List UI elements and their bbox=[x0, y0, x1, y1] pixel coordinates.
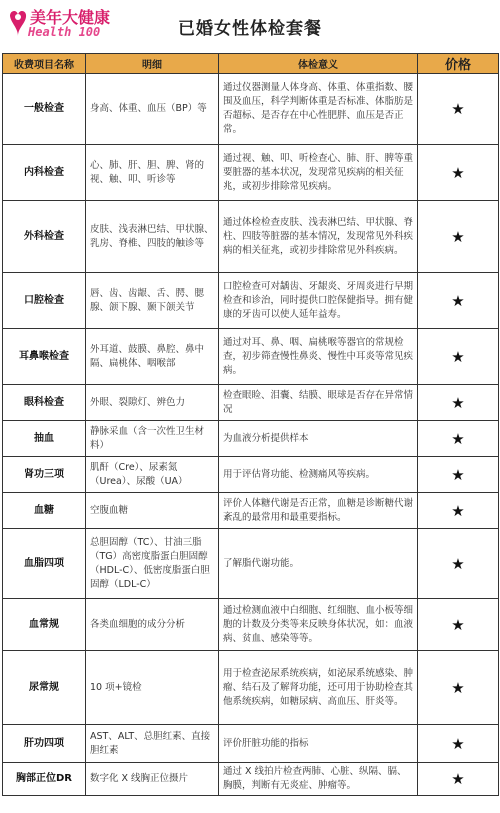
detail-cell: 唇、齿、齿龈、舌、腭、腮腺、颌下腺、颞下颌关节 bbox=[86, 273, 219, 329]
detail-cell: AST、ALT、总胆红素、直接胆红素 bbox=[86, 725, 219, 763]
header-item: 收费项目名称 bbox=[3, 54, 86, 74]
item-name-cell: 肝功四项 bbox=[3, 725, 86, 763]
table-row bbox=[3, 74, 499, 145]
table-row bbox=[3, 457, 499, 493]
meaning-cell: 通过视、触、叩、听检查心、肺、肝、脾等重要脏器的基本状况，发现常见疾病的相关征兆，或初步排除常见疾病。 bbox=[219, 145, 418, 201]
detail-cell: 肌酐（Cre）、尿素氮（Urea）、尿酸（UA） bbox=[86, 457, 219, 493]
price-star-cell: ★ bbox=[418, 145, 499, 201]
detail-cell: 总胆固醇（TC）、甘油三脂（TG）高密度脂蛋白胆固醇（HDL-C）、低密度脂蛋白胆固醇（LDL-C） bbox=[86, 529, 219, 599]
price-star-cell: ★ bbox=[418, 329, 499, 385]
logo-text-en: Health 100 bbox=[28, 25, 101, 39]
item-name-cell: 耳鼻喉检查 bbox=[3, 329, 86, 385]
detail-cell: 10 项+镜检 bbox=[86, 651, 219, 725]
detail-cell: 外耳道、鼓膜、鼻腔、鼻中隔、扁桃体、咽喉部 bbox=[86, 329, 219, 385]
meaning-cell: 口腔检查可对龋齿、牙龈炎、牙周炎进行早期检查和诊治，同时提供口腔保健指导。拥有健康的牙齿可以使人延年益寿。 bbox=[219, 273, 418, 329]
item-name-cell: 血糖 bbox=[3, 493, 86, 529]
detail-cell: 身高、体重、血压（BP）等 bbox=[86, 74, 219, 145]
table-row bbox=[3, 273, 499, 329]
header-meaning: 体检意义 bbox=[219, 54, 418, 74]
item-name-cell: 血常规 bbox=[3, 599, 86, 651]
price-star-cell: ★ bbox=[418, 763, 499, 796]
table-header-row bbox=[3, 54, 499, 74]
detail-cell: 心、肺、肝、胆、脾、肾的视、触、叩、听诊等 bbox=[86, 145, 219, 201]
detail-cell: 静脉采血（含一次性卫生材料） bbox=[86, 421, 219, 457]
meaning-cell: 通过对耳、鼻、咽、扁桃喉等器官的常规检查，初步筛查慢性鼻炎、慢性中耳炎等常见疾病。 bbox=[219, 329, 418, 385]
table-row bbox=[3, 725, 499, 763]
detail-cell: 各类血细胞的成分分析 bbox=[86, 599, 219, 651]
price-star-cell: ★ bbox=[418, 493, 499, 529]
meaning-cell: 用于检查泌尿系统疾病，如泌尿系统感染、肿瘤、结石及了解肾功能，还可用于协助检查其他系统疾病，如糖尿病、高血压、肝炎等。 bbox=[219, 651, 418, 725]
item-name-cell: 外科检查 bbox=[3, 201, 86, 273]
meaning-cell: 通过仪器测量人体身高、体重、体重指数、腰围及血压，科学判断体重是否标准、体脂肪是否超标、是否存在中心性肥胖、血压是否正常。 bbox=[219, 74, 418, 145]
page-header bbox=[0, 0, 500, 52]
price-star-cell: ★ bbox=[418, 529, 499, 599]
table-row bbox=[3, 421, 499, 457]
price-star-cell: ★ bbox=[418, 725, 499, 763]
table-row bbox=[3, 145, 499, 201]
item-name-cell: 抽血 bbox=[3, 421, 86, 457]
item-name-cell: 一般检查 bbox=[3, 74, 86, 145]
checkup-table bbox=[2, 53, 499, 796]
table-row bbox=[3, 763, 499, 796]
meaning-cell: 了解脂代谢功能。 bbox=[219, 529, 418, 599]
meaning-cell: 用于评估肾功能、检测痛风等疾病。 bbox=[219, 457, 418, 493]
table-row bbox=[3, 529, 499, 599]
header-detail: 明细 bbox=[86, 54, 219, 74]
detail-cell: 数字化 X 线胸正位摄片 bbox=[86, 763, 219, 796]
meaning-cell: 检查眼睑、泪囊、结膜、眼球是否存在异常情况 bbox=[219, 385, 418, 421]
detail-cell: 空腹血糖 bbox=[86, 493, 219, 529]
logo-text-cn: 美年大健康 bbox=[30, 8, 111, 27]
table-row bbox=[3, 493, 499, 529]
item-name-cell: 胸部正位DR bbox=[3, 763, 86, 796]
price-star-cell: ★ bbox=[418, 74, 499, 145]
price-star-cell: ★ bbox=[418, 273, 499, 329]
page-title: 已婚女性体检套餐 bbox=[178, 19, 322, 39]
item-name-cell: 尿常规 bbox=[3, 651, 86, 725]
item-name-cell: 肾功三项 bbox=[3, 457, 86, 493]
header-price: 价格 bbox=[418, 54, 499, 74]
table-row bbox=[3, 599, 499, 651]
item-name-cell: 内科检查 bbox=[3, 145, 86, 201]
table-row bbox=[3, 329, 499, 385]
meaning-cell: 为血液分析提供样本 bbox=[219, 421, 418, 457]
table-row bbox=[3, 651, 499, 725]
price-star-cell: ★ bbox=[418, 201, 499, 273]
meaning-cell: 通过 X 线拍片检查两肺、心脏、纵隔、膈、胸膜，判断有无炎症、肿瘤等。 bbox=[219, 763, 418, 796]
item-name-cell: 口腔检查 bbox=[3, 273, 86, 329]
table-row bbox=[3, 385, 499, 421]
price-star-cell: ★ bbox=[418, 599, 499, 651]
meaning-cell: 通过体检检查皮肤、浅表淋巴结、甲状腺、脊柱、四肢等脏器的基本情况，发现常见外科疾病的相关征兆，或初步排除常见外科疾病。 bbox=[219, 201, 418, 273]
price-star-cell: ★ bbox=[418, 651, 499, 725]
meaning-cell: 评价肝脏功能的指标 bbox=[219, 725, 418, 763]
price-star-cell: ★ bbox=[418, 385, 499, 421]
meaning-cell: 通过检测血液中白细胞、红细胞、血小板等细胞的计数及分类等来反映身体状况，如：血液病、贫血、感染等等。 bbox=[219, 599, 418, 651]
item-name-cell: 眼科检查 bbox=[3, 385, 86, 421]
price-star-cell: ★ bbox=[418, 421, 499, 457]
detail-cell: 皮肤、浅表淋巴结、甲状腺、乳房、脊椎、四肢的触诊等 bbox=[86, 201, 219, 273]
table-row bbox=[3, 201, 499, 273]
item-name-cell: 血脂四项 bbox=[3, 529, 86, 599]
detail-cell: 外眼、裂隙灯、辨色力 bbox=[86, 385, 219, 421]
meaning-cell: 评价人体糖代谢是否正常，血糖是诊断糖代谢紊乱的最常用和最重要指标。 bbox=[219, 493, 418, 529]
price-star-cell: ★ bbox=[418, 457, 499, 493]
